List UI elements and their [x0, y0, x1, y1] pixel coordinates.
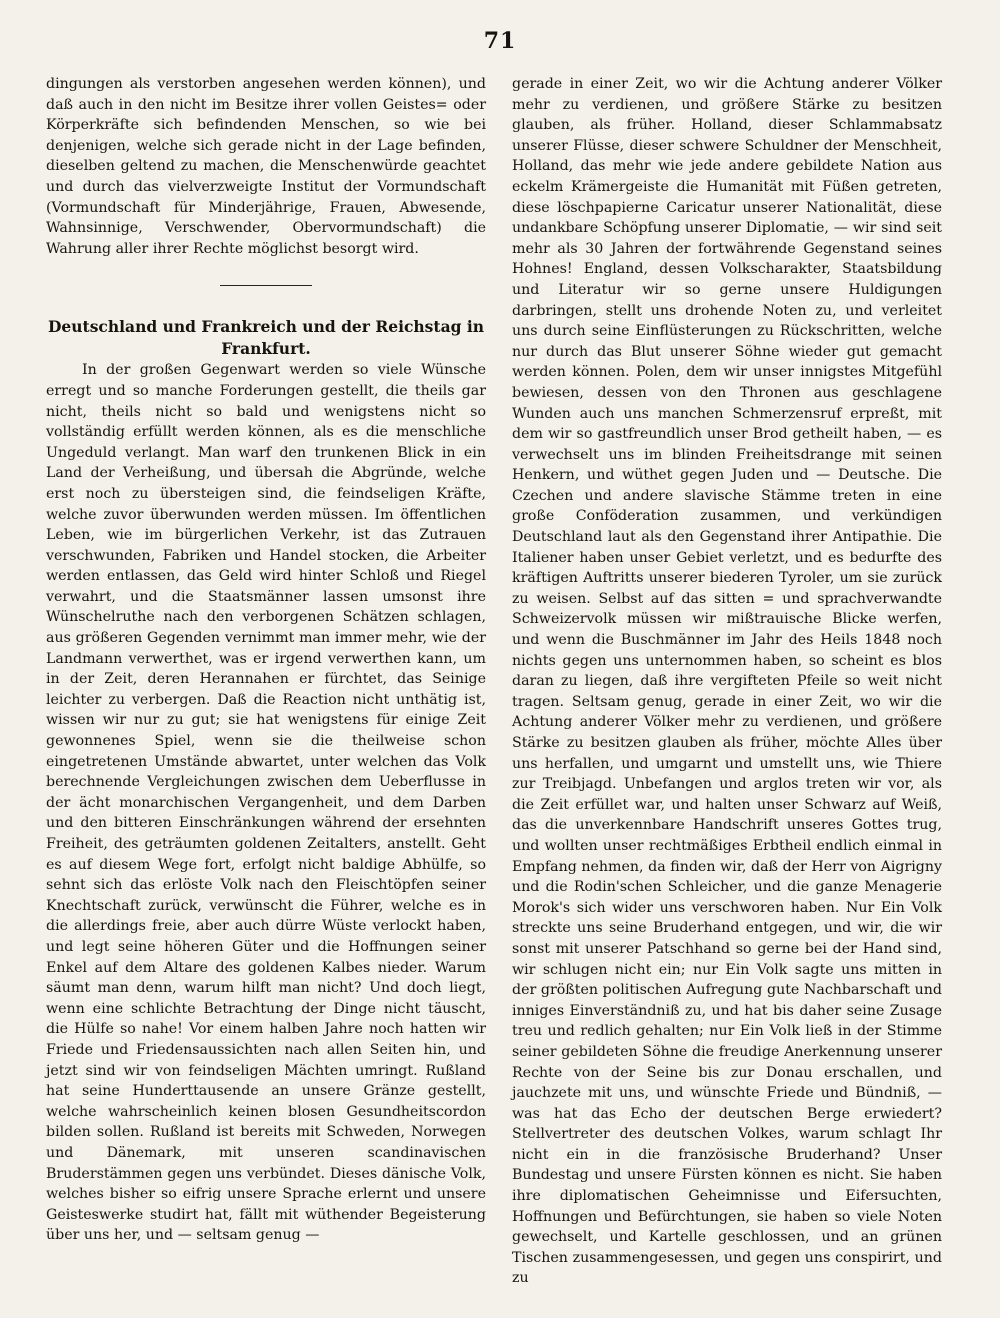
article-paragraph: In der großen Gegenwart werden so viele Wünsche erregt und so manche Forderungen gestellt, die theils gar nicht, theils nicht so bald und wenigstens nicht so vollständig erfüllt werden können, als es die menschliche Ungeduld verlangt. Man warf den trunkenen Blick in ein Land der Verheißung, und übersah die Abgründe, welche erst noch zu übersteigen sind, die feindseligen Kräfte, welche zuvor überwunden werden müssen. Im öffentlichen Leben, wie im bürgerlichen Verkehr, ist das Zutrauen verschwunden, Fabriken und Handel stocken, die Arbeiter werden entlassen, das Geld wird hinter Schloß und Riegel verwahrt, und die Staatsmänner lassen umsonst ihre Wünschelruthe nach den verborgenen Schätzen schlagen, aus größeren Gegenden vernimmt man immer mehr, wie der Landmann verwerthet, was er irgend verwerthen kann, um in der Zeit, deren Herannahen er fürchtet, das Seinige leichter zu verbergen. Daß die Reaction nicht unthätig ist, wissen wir nur zu gut; sie hat wenigstens für einige Zeit gewonnenes Spiel, wenn sie die theilweise schon eingetretenen Umstände abwartet, unter welchen das Volk berechnende Vergleichungen zwischen dem Ueberflusse in der ächt monarchischen Vergangenheit, und dem Darben und den bitteren Einschränkungen während der ersehnten Freiheit, des geträumten goldenen Zeitalters, anstellt. Geht es auf diesem Wege fort, erfolgt nicht baldige Abhülfe, so sehnt sich das erlöste Volk nach den Fleischtöpfen seiner Knechtschaft zurück, verwünscht die Führer, welche es in die allerdings freie, aber auch dürre Wüste verlockt haben, und legt seine höheren Güter und die Hoffnungen seiner Enkel auf dem Altare des goldenen Kalbes nieder. Warum säumt man denn, warum hilft man nicht? Und doch liegt, wenn eine schlichte Betrachtung der Dinge nicht täuscht, die Hülfe so nahe! Vor einem halben Jahre noch hatten wir Friede und Friedensaussichten nach allen Seiten hin, und jetzt sind wir von feindseligen Mächten umringt. Rußland hat seine Hunderttausende an unsere Gränze gestellt, welche wahrscheinlich keinen blosen Gesundheitscordon bilden sollen. Rußland ist bereits mit Schweden, Norwegen und Dänemark, mit unseren scandinavischen Bruderstämmen gegen uns verbündet. Dieses dänische Volk, welches bisher so eifrig unsere Sprache erlernt und unsere Geisteswerke studirt hat, fällt mit wüthender Begeisterung über uns her, und — seltsam genug — — [46, 362, 486, 1244]
article-paragraph-continued: gerade in einer Zeit, wo wir die Achtung anderer Völker mehr zu verdienen, und größere Stärke zu besitzen glauben, als früher. Holland, dieser Schlammabsatz unserer Flüsse, dieser schwere Schuldner der Menschheit, Holland, das mehr wie jede andere gebildete Nation aus eckelm Krämergeiste die Humanität mit Füßen getreten, diese löschpapierne Caricatur unserer Nationalität, diese undankbare Schöpfung unserer Diplomatie, — wir sind seit mehr als 30 Jahren der fortwährende Gegenstand seines Hohnes! England, dessen Volkscharakter, Staatsbildung und Literatur wir so gerne unsere Huldigungen darbringen, stellt uns drohende Noten zu, und verleitet uns durch seine Einflüsterungen zu Rückschritten, welche nur durch das Blut unserer Söhne wieder gut gemacht werden können. Polen, dem wir unser innigstes Mitgefühl bewiesen, dessen von den Thronen aus geschlagene Wunden auch uns manchen Schmerzensruf erpreßt, mit dem wir so gastfreundlich unser Brod getheilt haben, — es verwechselt uns im blinden Freiheitsdrange mit seinen Henkern, und wüthet gegen Juden und — Deutsche. Die Czechen und andere slavische Stämme treten in eine große Conföderation zusammen, und verkündigen Deutschland laut als den Gegenstand ihrer Antipathie. Die Italiener haben unser Gebiet verletzt, und es bedurfte des kräftigen Auftritts unserer biederen Tyroler, um sie zurück zu weisen. Selbst auf das sitten = und sprachverwandte Schweizervolk müssen wir mißtrauische Blicke werfen, und wenn die Buschmänner im Jahr des Heils 1848 noch nichts gegen uns unternommen haben, so scheint es blos daran zu liegen, daß ihre vergifteten Pfeile so weit nicht tragen. Seltsam genug, gerade in einer Zeit, wo wir die Achtung anderer Völker mehr zu verdienen, und größere Stärke zu besitzen glauben als früher, möchte Alles über uns herfallen, und umgarnt und umstellt uns, wie Thiere zur Treibjagd. Unbefangen und arglos treten wir vor, als die Zeit erfüllet war, und halten unser Schwarz auf Weiß, das die unverkennbare Handschrift unseres Gottes trug, und wollten unser rechtmäßiges Erbtheil endlich einmal in Empfang nehmen, da finden wir, daß der Herr von Aigrigny und die Rodin'schen Schleicher, und die ganze Menagerie Morok's sich wider uns verschworen haben. Nur Ein Volk streckte uns seine Bruderhand entgegen, und wir, die wir sonst mit unserer Patschhand so gerne bei der Hand sind, wir schlugen nicht ein; nur Ein Volk sagte uns mitten in der größten politischen Aufregung gute Nachbarschaft und inniges Einverständniß zu, und hat bis daher seine Zusage treu und redlich gehalten; nur Ein Volk ließ in der Stimme seiner gebildeten Söhne die freudige Anerkennung unserer Rechte von der Seine bis zur Donau erschallen, und jauchzete mit uns, und wünschte Friede und Bündniß, — was hat das Echo der deutschen Berge erwiedert? Stellvertreter des deutschen Volkes, warum schlagt Ihr nicht ein in die französische Bruderhand? Unser Bundestag und unsere Fürsten können es nicht. Sie haben ihre diplomatischen Geheimnisse und Eifersuchten, Hoffnungen und Befürchtungen, sie haben so viele Noten gewechselt, und Kartelle geschlossen, und an grünen Tischen zusammengesessen, und gegen uns conspirirt, und zu — [512, 76, 942, 1287]
continued-paragraph: dingungen als verstorben angesehen werden können), und daß auch in den nicht im Besitze ihrer vollen Geistes= oder Körperkräfte sich befindenden Menschen, so wie bei denjenigen, welche sich gerade nicht in der Lage befinden, dieselben geltend zu machen, die Menschenwürde geachtet und durch das vielverzweigte Institut der Vormundschaft (Vormundschaft für Minderjährige, Frauen, Abwesende, Wahnsinnige, Verschwender, Obervormundschaft) die Wahrung aller ihrer Rechte möglichst besorgt wird. — [46, 76, 486, 257]
right-column — [512, 74, 942, 1289]
left-column — [46, 74, 486, 1246]
article-heading: Deutschland und Frankreich und der Reichstag in Frankfurt. — [47, 317, 485, 359]
section-divider — [220, 285, 312, 286]
page-number: 71 — [483, 28, 517, 54]
